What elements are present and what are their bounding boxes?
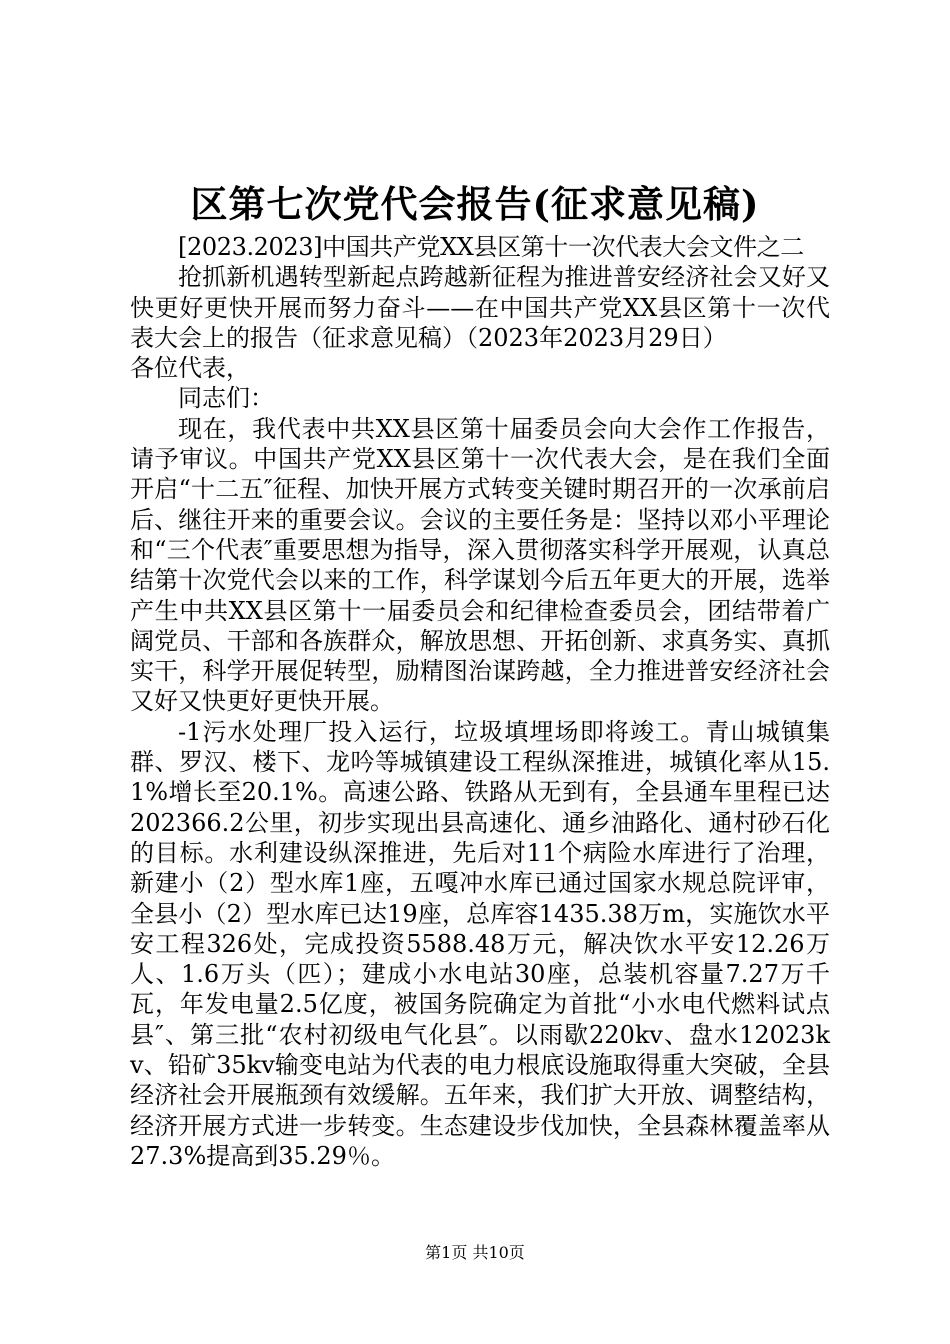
body-paragraph-intro: 现在，我代表中共XX县区第十届委员会向大会作工作报告，请予审议。中国共产党XX县区第十一次代表大会，是在我们全面开启“十二五″征程、加快开展方式转变关键时期召开的一次承前启后、继往开来的重要会议。会议的主要任务是：坚持以邓小平理论和“三个代表″重要思想为指导，深入贯彻落实科学开展观，认真总结第十次党代会以来的工作，科学谋划今后五年更大的开展，选举产生中共XX县区第十一届委员会和纪律检查委员会，团结带着广阔党员、干部和各族群众，解放思想、开拓创新、求真务实、真抓实干，科学开展促转型，励精图治谋跨越，全力推进普安经济社会又好又快更好更快开展。 [130, 414, 830, 716]
document-file-header: [2023.2023]中国共产党XX县区第十一次代表大会文件之二 [178, 233, 804, 261]
salutation-comrades: 同志们： [178, 384, 274, 413]
document-title: 区第七次党代会报告(征求意见稿) [190, 182, 760, 226]
document-body [130, 232, 830, 1171]
body-paragraph-achievements: -1污水处理厂投入运行，垃圾填埋场即将竣工。青山城镇集群、罗汉、楼下、龙吟等城镇建设工程纵深推进，城镇化率从15.1%增长至20.1%。高速公路、铁路从无到有，全县通车里程已达202366.2公里，初步实现出县高速化、通乡油路化、通村砂石化的目标。水利建设纵深推进，先后对11个病险水库进行了治理，新建小（2）型水库1座，五嘎冲水库已通过国家水规总院评审，全县小（2）型水库已达19座，总库容1435.38万m，实施饮水平安工程326处，完成投资5588.48万元，解决饮水平安12.26万人、1.6万头（匹）；建成小水电站30座，总装机容量7.27万千瓦，年发电量2.5亿度，被国务院确定为首批“小水电代燃料试点县″、第三批“农村初级电气化县″。以雨歇220kv、盘水12023kv、铅矿35kv输变电站为代表的电力根底设施取得重大突破，全县经济社会开展瓶颈有效缓解。五年来，我们扩大开放、调整结构，经济开展方式进一步转变。生态建设步伐加快，全县森林覆盖率从27.3%提高到35.29％。 [130, 717, 830, 1170]
report-subtitle-paragraph: 抢抓新机遇转型新起点跨越新征程为推进普安经济社会又好又快更好更快开展而努力奋斗——在中国共产党XX县区第十一次代表大会上的报告（征求意见稿）（2023年2023月29日） [130, 263, 830, 352]
page-number-footer: 第1页 共10页 [425, 1243, 525, 1262]
salutation-delegates: 各位代表， [130, 354, 250, 383]
